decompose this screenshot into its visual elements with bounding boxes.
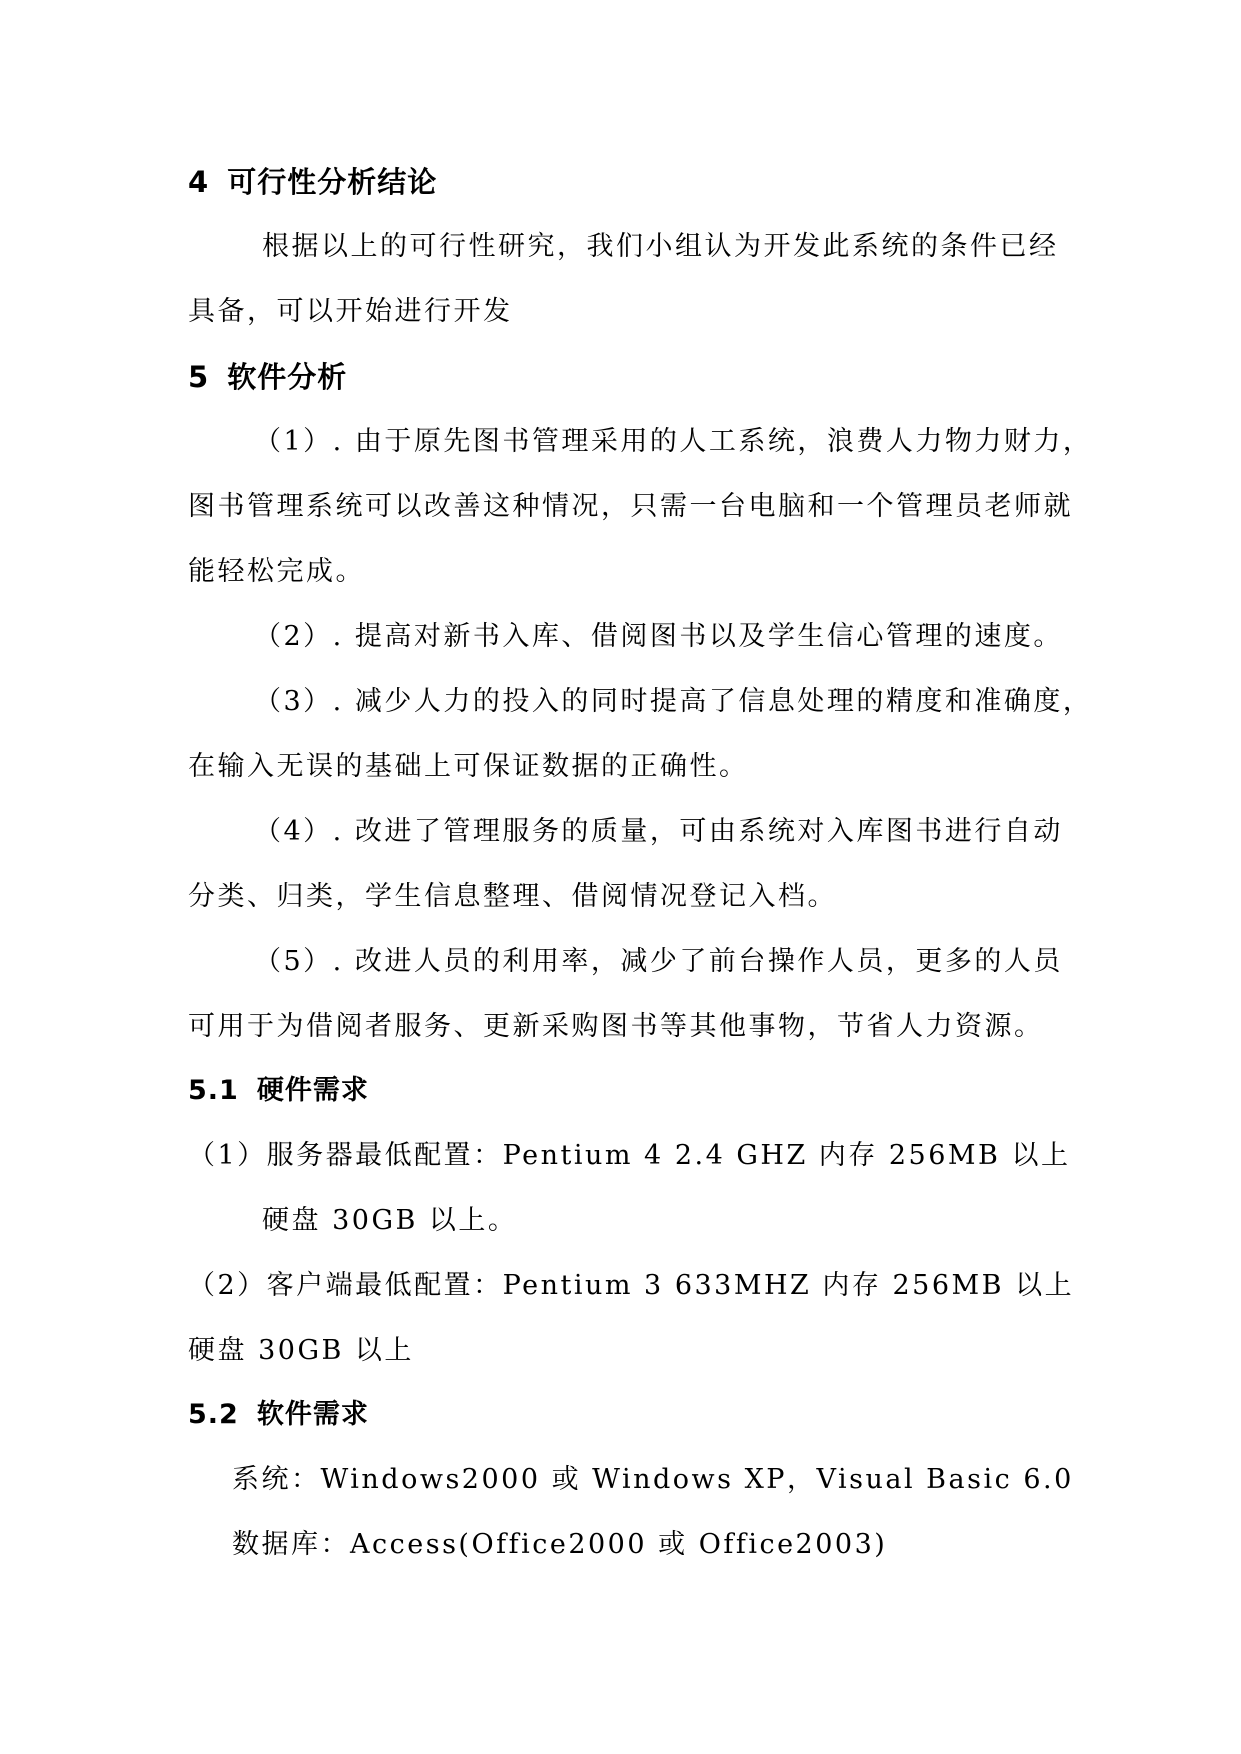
section-4-paragraph-line-1: 根据以上的可行性研究，我们小组认为开发此系统的条件已经: [262, 231, 1059, 262]
item-2-line-1: （2）. 提高对新书入库、借阅图书以及学生信心管理的速度。: [254, 621, 1063, 652]
server-config-line-2: 硬盘 30GB 以上。: [262, 1205, 518, 1236]
section-5-2-title: 软件需求: [256, 1399, 369, 1430]
item-4-line-1: （4）. 改进了管理服务的质量，可由系统对入库图书进行自动: [254, 816, 1063, 847]
section-4-paragraph-line-2: 具备，可以开始进行开发: [188, 296, 513, 327]
server-config-line-1: （1）服务器最低配置：Pentium 4 2.4 GHZ 内存 256MB 以上: [188, 1140, 1071, 1171]
section-5-title: 软件分析: [227, 360, 348, 394]
item-3-line-2: 在输入无误的基础上可保证数据的正确性。: [188, 751, 749, 782]
section-5-heading: [188, 358, 347, 396]
item-5-line-1: （5）. 改进人员的利用率，减少了前台操作人员，更多的人员: [254, 946, 1063, 977]
section-5-1-title: 硬件需求: [256, 1075, 369, 1106]
section-5-1-heading: [188, 1073, 369, 1109]
item-1-line-3: 能轻松完成。: [188, 556, 365, 587]
section-5-2-heading: [188, 1397, 369, 1433]
item-3-line-1: （3）. 减少人力的投入的同时提高了信息处理的精度和准确度，: [254, 686, 1093, 717]
client-config-line-2: 硬盘 30GB 以上: [188, 1335, 414, 1366]
item-5-line-2: 可用于为借阅者服务、更新采购图书等其他事物，节省人力资源。: [188, 1011, 1044, 1042]
section-4-title: 可行性分析结论: [227, 165, 438, 199]
item-4-line-2: 分类、归类，学生信息整理、借阅情况登记入档。: [188, 881, 837, 912]
section-5-2-number: 5.2: [188, 1399, 239, 1430]
section-4-heading: [188, 163, 437, 201]
client-config-line-1: （2）客户端最低配置：Pentium 3 633MHZ 内存 256MB 以上: [188, 1270, 1075, 1301]
item-1-line-2: 图书管理系统可以改善这种情况，只需一台电脑和一个管理员老师就: [188, 491, 1073, 522]
section-5-1-number: 5.1: [188, 1075, 239, 1106]
software-system-line: 系统：Windows2000 或 Windows XP，Visual Basic 6.0: [232, 1464, 1074, 1495]
section-4-number: 4: [188, 165, 210, 199]
software-database-line: 数据库：Access(Office2000 或 Office2003): [232, 1529, 888, 1560]
section-5-number: 5: [188, 360, 210, 394]
item-1-line-1: （1）. 由于原先图书管理采用的人工系统，浪费人力物力财力，: [254, 426, 1093, 457]
